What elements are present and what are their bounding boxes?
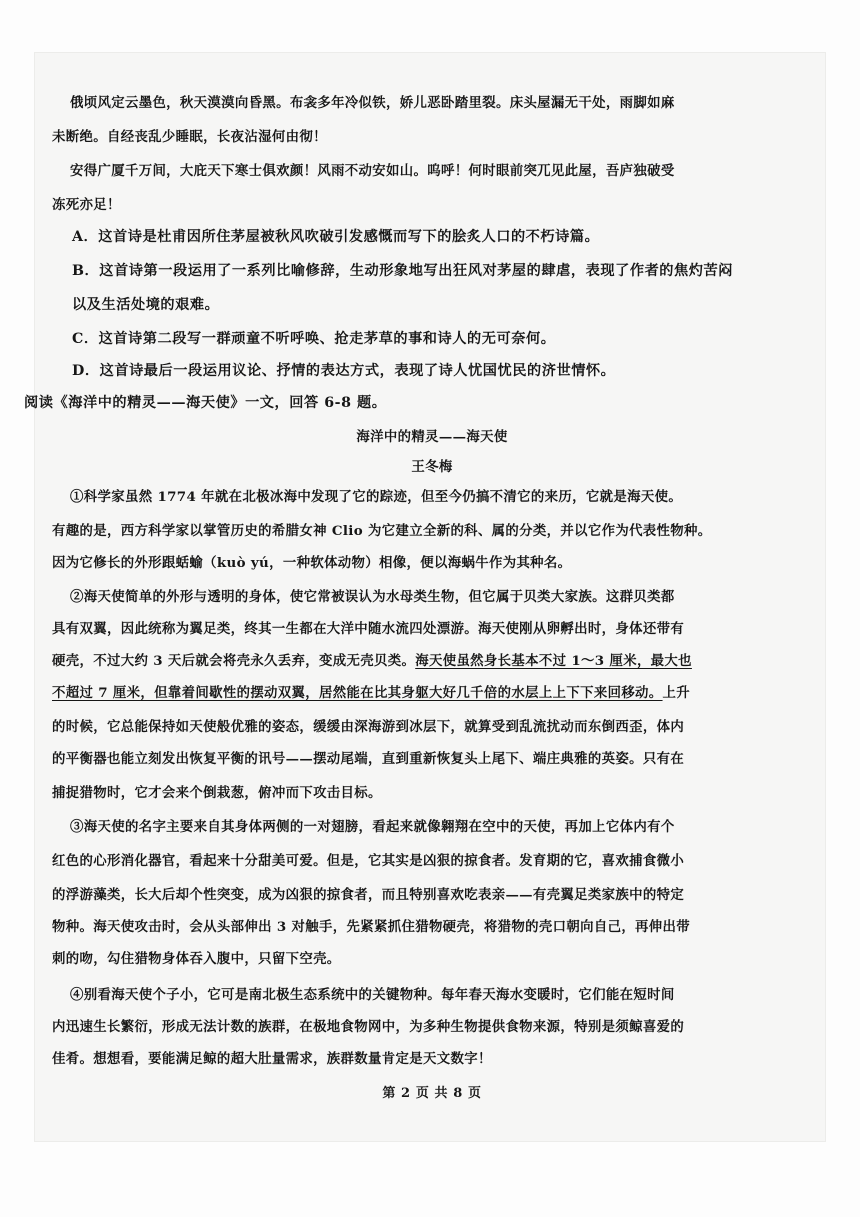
option-a: A．这首诗是杜甫因所住茅屋被秋风吹破引发感慨而写下的脍炙人口的不朽诗篇。 <box>72 229 600 245</box>
paragraph-line: 的时候，它总能保持如天使般优雅的姿态，缓缓由深海游到冰层下，就算受到乱流扰动而东倒西歪，体内 <box>52 719 685 735</box>
option-d: D．这首诗最后一段运用议论、抒情的表达方式，表现了诗人忧国忧民的济世情怀。 <box>72 363 616 379</box>
article-author: 王冬梅 <box>411 459 453 475</box>
option-c: C．这首诗第二段写一群顽童不听呼唤、抢走茅草的事和诗人的无可奈何。 <box>72 331 556 347</box>
paragraph-line: ①科学家虽然 1774 年就在北极冰海中发现了它的踪迹，但至今仍搞不清它的来历，它就是海天使。 <box>70 489 683 505</box>
paragraph-line <box>52 650 692 669</box>
paragraph-line: ②海天使简单的外形与透明的身体，使它常被误认为水母类生物，但它属于贝类大家族。这群贝类都 <box>70 589 675 605</box>
paragraph-line: 的平衡器也能立刻发出恢复平衡的讯号——摆动尾端，直到重新恢复头上尾下、端庄典雅的英姿。只有在 <box>52 751 685 767</box>
poem-line: 未断绝。自经丧乱少睡眠，长夜沾湿何由彻！ <box>52 129 327 145</box>
paragraph-line: 捕捉猎物时，它才会来个倒栽葱，俯冲而下攻击目标。 <box>52 785 382 801</box>
underlined-text: 海天使虽然身长基本不过 1～3 厘米，最大也 <box>415 653 692 669</box>
paragraph-line: 因为它修长的外形跟蛞蝓（kuò yú，一种软体动物）相像，便以海蜗牛作为其种名。 <box>52 555 572 571</box>
paragraph-line: 物种。海天使攻击时，会从头部伸出 3 对触手，先紧紧抓住猎物硬壳，将猎物的壳口朝向自己，再伸出带 <box>52 919 691 935</box>
article-title: 海洋中的精灵——海天使 <box>356 429 508 445</box>
paragraph-line: ③海天使的名字主要来自其身体两侧的一对翅膀，看起来就像翱翔在空中的天使，再加上它体内有个 <box>70 819 675 835</box>
paragraph-line: 有趣的是，西方科学家以掌管历史的希腊女神 Clio 为它建立全新的科、属的分类，并以它作为代表性物种。 <box>52 523 712 539</box>
underlined-text: 不超过 7 厘米，但靠着间歇性的摆动双翼，居然能在比其身躯大好几千倍的水层上上下下来回移动。 <box>52 685 663 701</box>
paragraph-line: 具有双翼，因此统称为翼足类，终其一生都在大洋中随水流四处漂游。海天使刚从卵孵出时，身体还带有 <box>52 621 685 637</box>
paragraph-line: 内迅速生长繁衍，形成无法计数的族群，在极地食物网中，为多种生物提供食物来源，特别是须鲸喜爱的 <box>52 1019 685 1035</box>
plain-text: 上升 <box>662 685 691 701</box>
paragraph-line <box>52 682 690 701</box>
paragraph-line: 的浮游藻类，长大后却个性突变，成为凶狠的掠食者，而且特别喜欢吃表亲——有壳翼足类家族中的特定 <box>52 887 685 903</box>
paragraph-line: ④别看海天使个子小，它可是南北极生态系统中的关键物种。每年春天海水变暖时，它们能在短时间 <box>70 987 675 1003</box>
page-number: 第 2 页 共 8 页 <box>382 1086 482 1101</box>
option-b-continued: 以及生活处境的艰难。 <box>72 297 220 313</box>
paragraph-line: 佳肴。想想看，要能满足鲸的超大肚量需求，族群数量肯定是天文数字！ <box>52 1051 492 1067</box>
paragraph-line: 红色的心形消化器官，看起来十分甜美可爱。但是，它其实是凶狠的掠食者。发育期的它，喜欢捕食微小 <box>52 853 685 869</box>
poem-line: 安得广厦千万间，大庇天下寒士俱欢颜！风雨不动安如山。呜呼！何时眼前突兀见此屋，吾庐独破受 <box>70 163 675 179</box>
option-b: B．这首诗第一段运用了一系列比喻修辞，生动形象地写出狂风对茅屋的肆虐，表现了作者的焦灼苦闷 <box>72 263 733 279</box>
reading-instruction: 阅读《海洋中的精灵——海天使》一文，回答 6-8 题。 <box>24 395 387 411</box>
plain-text: 硬壳，不过大约 3 天后就会将壳永久丢弃，变成无壳贝类。 <box>52 653 416 669</box>
poem-line: 俄顷风定云墨色，秋天漠漠向昏黑。布衾多年冷似铁，娇儿恶卧踏里裂。床头屋漏无干处，雨脚如麻 <box>70 95 675 111</box>
poem-line: 冻死亦足！ <box>52 197 121 213</box>
paragraph-line: 刺的吻，勾住猎物身体吞入腹中，只留下空壳。 <box>52 951 341 967</box>
